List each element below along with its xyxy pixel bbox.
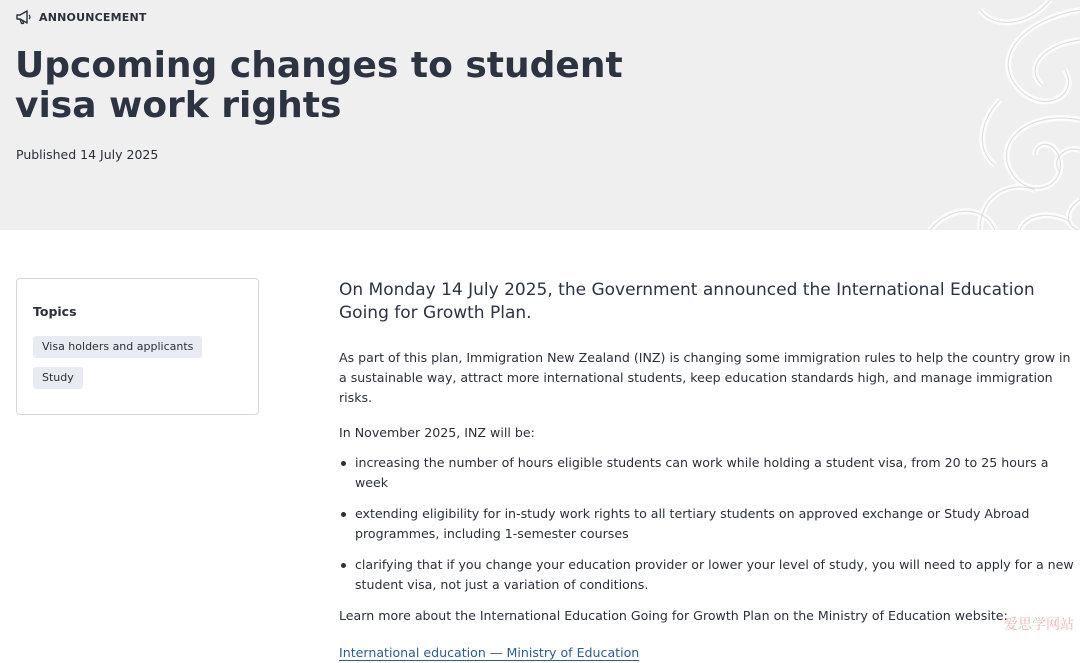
announcement-tag: [15, 9, 147, 25]
page-title: Upcoming changes to student visa work rights: [15, 45, 623, 126]
topics-heading: Topics: [33, 304, 77, 319]
article-paragraph-november: In November 2025, INZ will be:: [339, 425, 535, 440]
topics-panel: [16, 278, 259, 415]
page-header: [0, 0, 1080, 230]
koru-pattern-decoration: [780, 0, 1080, 230]
changes-list: [339, 453, 1074, 595]
article-lead: On Monday 14 July 2025, the Government announced the International Education Going for Growth Plan.: [339, 280, 1035, 323]
list-item: extending eligibility for in-study work rights to all tertiary students on approved exchange or Study Abroad programmes, including 1-semester courses: [339, 504, 1074, 544]
site-watermark: 爱思学网站: [1004, 617, 1074, 633]
list-item: clarifying that if you change your education provider or lower your level of study, you will need to apply for a new student visa, not just a variation of conditions.: [339, 555, 1074, 595]
published-date: Published 14 July 2025: [16, 147, 159, 162]
ministry-of-education-link[interactable]: International education — Ministry of Education: [339, 645, 640, 660]
topic-tag-study[interactable]: Study: [33, 367, 83, 389]
article-paragraph-learn-more: Learn more about the International Education Going for Growth Plan on the Ministry of Education website:: [339, 608, 1008, 623]
megaphone-icon: [15, 9, 33, 25]
announcement-label: ANNOUNCEMENT: [39, 10, 147, 24]
list-item: increasing the number of hours eligible students can work while holding a student visa, from 20 to 25 hours a week: [339, 453, 1074, 493]
article-body: [339, 279, 1074, 663]
article-paragraph-intro: As part of this plan, Immigration New Zealand (INZ) is changing some immigration rules to help the country grow in a sustainable way, attract more international students, keep education standards high, and manage immigration risks.: [339, 350, 1071, 405]
topic-tag-visa-holders[interactable]: Visa holders and applicants: [33, 336, 202, 358]
